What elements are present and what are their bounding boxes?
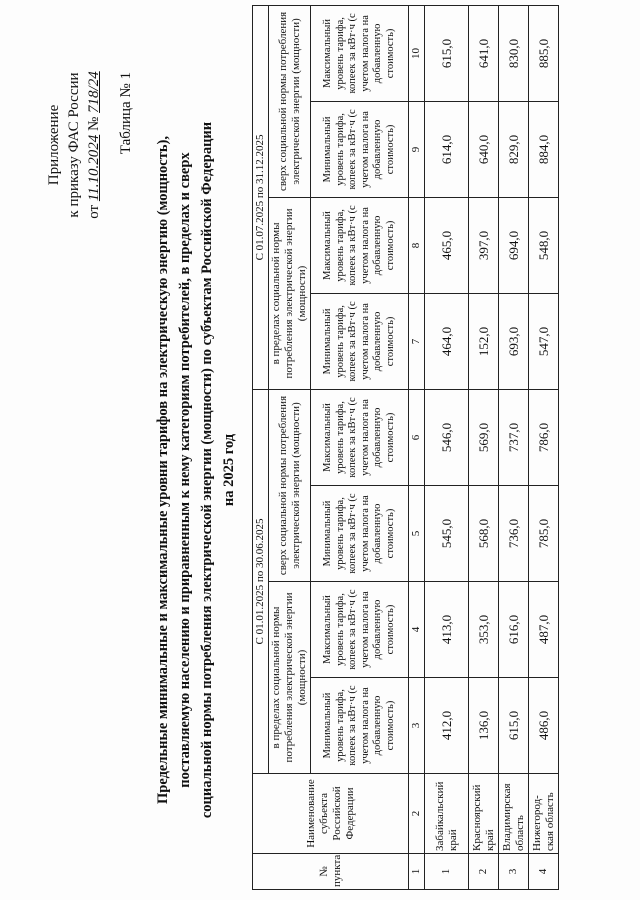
header-p2-above-min: Минимальный уровень тарифа, копеек за кВт·ч (с учетом налога на добавленную стоимость) (311, 101, 409, 197)
tariff-value: 736,0 (499, 486, 529, 582)
tariff-value: 545,0 (425, 486, 469, 582)
tariff-table (252, 5, 559, 890)
header-index-5: 5 (409, 486, 425, 582)
appendix-date-line (84, 30, 104, 260)
row-number: 4 (529, 854, 559, 890)
header-period-1: С 01.01.2025 по 30.06.2025 (253, 389, 269, 773)
tariff-value: 884,0 (529, 101, 559, 197)
header-p1-within-min: Минимальный уровень тарифа, копеек за кВт·ч (с учетом налога на добавленную стоимость) (311, 678, 409, 774)
tariff-value: 486,0 (529, 678, 559, 774)
header-index-4: 4 (409, 582, 425, 678)
tariff-value: 152,0 (469, 293, 499, 389)
tariff-value: 487,0 (529, 582, 559, 678)
table-row (529, 5, 559, 889)
tariff-value: 465,0 (425, 197, 469, 293)
tariff-value: 353,0 (469, 582, 499, 678)
tariff-value: 640,0 (469, 101, 499, 197)
order-number: 718/24 (86, 71, 102, 113)
header-p2-above-max: Максимальный уровень тарифа, копеек за кВт·ч (с учетом налога на добавленную стоимость) (311, 5, 409, 101)
number-prefix: № (86, 116, 102, 131)
header-p2-within-min: Минимальный уровень тарифа, копеек за кВт·ч (с учетом налога на добавленную стоимость) (311, 293, 409, 389)
row-number: 3 (499, 854, 529, 890)
header-p1-above-min: Минимальный уровень тарифа, копеек за кВт·ч (с учетом налога на добавленную стоимость) (311, 486, 409, 582)
table-row (499, 5, 529, 889)
date-prefix: от (86, 204, 102, 219)
tariff-value: 412,0 (425, 678, 469, 774)
row-number: 2 (469, 854, 499, 890)
subject-name: Нижегород-ская область (529, 774, 559, 854)
tariff-value: 615,0 (425, 5, 469, 101)
tariff-value: 464,0 (425, 293, 469, 389)
subject-name: Красноярский край (469, 774, 499, 854)
tariff-value: 830,0 (499, 5, 529, 101)
tariff-value: 413,0 (425, 582, 469, 678)
tariff-value: 616,0 (499, 582, 529, 678)
appendix-order-ref: к приказу ФАС России (66, 72, 82, 218)
appendix-block (44, 30, 104, 260)
tariff-value: 786,0 (529, 389, 559, 485)
row-number: 1 (425, 854, 469, 890)
header-index-3: 3 (409, 678, 425, 774)
subject-name: Владимирская область (499, 774, 529, 854)
tariff-value: 885,0 (529, 5, 559, 101)
document-heading: Предельные минимальные и максимальные уровни тарифов на электрическую энергию (мощность), поставляемую населению и приравненным к нему категориям потребителей, в пределах и сверх социальной нормы потребления электрической энергии (мощности) по субъектам Российской Федерации на 2025 год (155, 121, 237, 819)
header-p1-within-max: Максимальный уровень тарифа, копеек за кВт·ч (с учетом налога на добавленную стоимость) (311, 582, 409, 678)
tariff-value: 569,0 (469, 389, 499, 485)
header-period-2: С 01.07.2025 по 31.12.2025 (253, 5, 269, 389)
header-index-1: 1 (409, 854, 425, 890)
header-subject: Наименование субъекта Российской Федерации (253, 774, 409, 854)
table-row (469, 5, 499, 889)
tariff-value: 397,0 (469, 197, 499, 293)
header-p1-within-norm: в пределах социальной нормы потребления электрической энергии (мощности) (269, 582, 311, 774)
tariff-value: 547,0 (529, 293, 559, 389)
tariff-value: 614,0 (425, 101, 469, 197)
tariff-value: 568,0 (469, 486, 499, 582)
tariff-value: 136,0 (469, 678, 499, 774)
tariff-value: 615,0 (499, 678, 529, 774)
tariff-value: 737,0 (499, 389, 529, 485)
table-label: Таблица № 1 (118, 72, 134, 155)
tariff-value: 785,0 (529, 486, 559, 582)
tariff-value: 548,0 (529, 197, 559, 293)
order-date: 11.10.2024 (86, 134, 102, 202)
header-p2-above-norm: сверх социальной нормы потребления электрической энергии (мощности) (269, 5, 311, 197)
header-index-9: 9 (409, 101, 425, 197)
header-index-6: 6 (409, 389, 425, 485)
header-index-8: 8 (409, 197, 425, 293)
tariff-value: 693,0 (499, 293, 529, 389)
tariff-value: 546,0 (425, 389, 469, 485)
tariff-value: 641,0 (469, 5, 499, 101)
header-p2-within-norm: в пределах социальной нормы потребления электрической энергии (мощности) (269, 197, 311, 389)
subject-name: Забайкальский край (425, 774, 469, 854)
tariff-value: 694,0 (499, 197, 529, 293)
appendix-title: Приложение (46, 104, 62, 186)
header-p1-above-norm: сверх социальной нормы потребления электрической энергии (мощности) (269, 389, 311, 581)
header-index-7: 7 (409, 293, 425, 389)
tariff-value: 829,0 (499, 101, 529, 197)
header-p2-within-max: Максимальный уровень тарифа, копеек за кВт·ч (с учетом налога на добавленную стоимость) (311, 197, 409, 293)
header-index-2: 2 (409, 774, 425, 854)
header-p1-above-max: Максимальный уровень тарифа, копеек за кВт·ч (с учетом налога на добавленную стоимость) (311, 389, 409, 485)
table-row (425, 5, 469, 889)
header-index-10: 10 (409, 5, 425, 101)
header-row-number: № пункта (253, 854, 409, 890)
